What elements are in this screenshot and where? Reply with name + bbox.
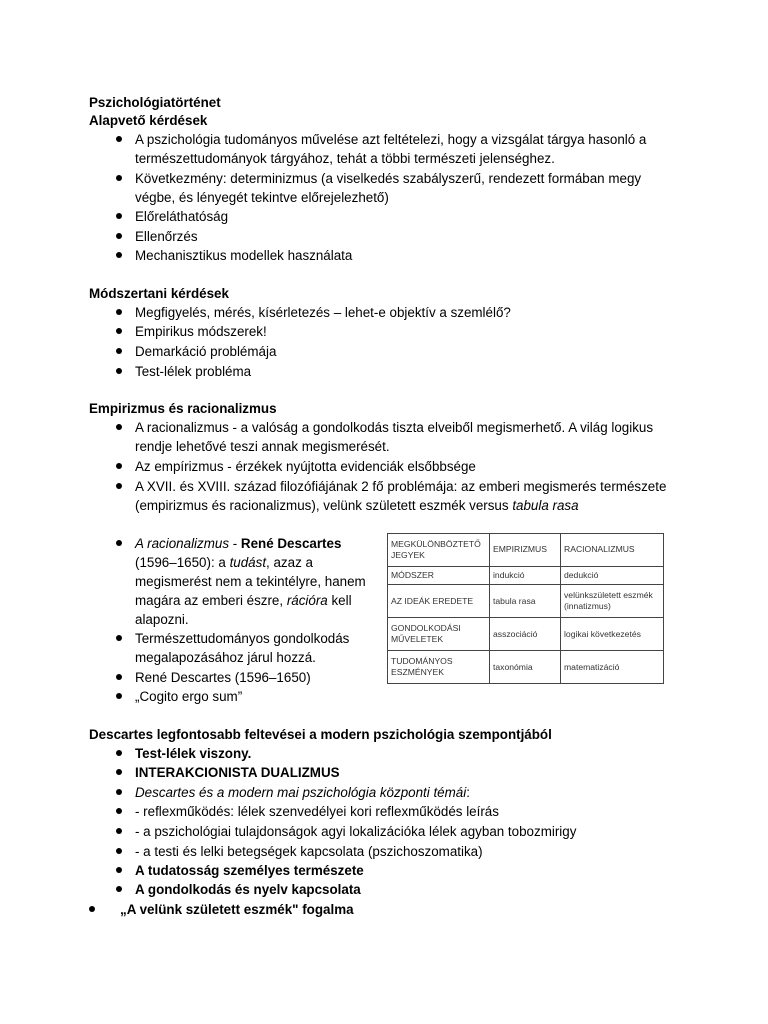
list-item-continuation: végbe, és lényegét tekintve előrejelezhető)	[135, 190, 389, 205]
list-item: A pszichológia tudományos művelése azt feltételezi, hogy a vizsgálat tárgya hasonló a	[135, 132, 647, 147]
table-cell: logikai következetés	[561, 618, 664, 651]
section-heading-descartes-assumptions: Descartes legfontosabb feltevései a modern pszichológia szempontjából	[89, 727, 552, 742]
text-run: :	[466, 785, 470, 800]
table-cell: indukció	[490, 566, 561, 584]
bullet-icon	[116, 828, 122, 834]
list-item: Természettudományos gondolkodás	[135, 631, 350, 646]
bullet-icon	[116, 233, 122, 239]
list-item: Test-lélek viszony.	[135, 746, 252, 761]
bullet-icon	[116, 848, 122, 854]
list-item: Test-lélek probléma	[135, 364, 252, 379]
text-run: magára az emberi észre,	[135, 593, 287, 608]
list-item-continuation: természettudományok tárgyához, tehát a többi természeti jelenséghez.	[135, 151, 555, 166]
bullet-icon	[116, 769, 122, 775]
list-item: René Descartes (1596–1650)	[135, 670, 311, 685]
section-heading-empiricism-rationalism: Empirizmus és racionalizmus	[89, 401, 277, 416]
bullet-icon	[116, 309, 122, 315]
list-item: INTERAKCIONISTA DUALIZMUS	[135, 765, 340, 780]
table-cell: velünkszületett eszmék (innatizmus)	[561, 585, 664, 618]
bullet-icon	[116, 789, 122, 795]
list-item: Ellenőrzés	[135, 229, 198, 244]
table-header-row	[388, 534, 664, 567]
bullet-icon	[89, 906, 95, 912]
table-cell: MÓDSZER	[388, 566, 490, 584]
list-item: Megfigyelés, mérés, kísérletezés – lehet-e objektív a szemlélő?	[135, 305, 511, 320]
bullet-icon	[116, 136, 122, 142]
comparison-table	[387, 533, 664, 684]
bullet-icon	[116, 483, 122, 489]
document-title: Pszichológiatörténet	[89, 95, 221, 110]
table-row	[388, 566, 664, 584]
bullet-icon	[116, 674, 122, 680]
italic-term: A racionalizmus	[135, 536, 230, 551]
table-row	[388, 618, 664, 651]
list-item: Előreláthatóság	[135, 209, 229, 224]
list-item: Mechanisztikus modellek használata	[135, 248, 353, 263]
bullet-icon	[116, 540, 122, 546]
list-item-continuation: alapozni.	[135, 612, 189, 627]
table-cell: dedukció	[561, 566, 664, 584]
list-item: Empirikus módszerek!	[135, 324, 267, 339]
text-run: (1596–1650): a	[135, 555, 230, 570]
table-header-cell: MEGKÜLÖNBÖZTETŐ JEGYEK	[388, 534, 490, 567]
table-header-cell: RACIONALIZMUS	[561, 534, 664, 567]
table-cell: matematizáció	[561, 651, 664, 684]
list-item	[135, 783, 470, 802]
table-row	[388, 585, 664, 618]
bullet-icon	[116, 867, 122, 873]
bullet-icon	[116, 424, 122, 430]
table-cell: asszociáció	[490, 618, 561, 651]
list-item: A racionalizmus - a valóság a gondolkodás tiszta elveiből megismerhető. A világ logikus	[135, 420, 654, 435]
text-run: kell	[327, 593, 352, 608]
text-run: (empirizmus és racionalizmus), velünk született eszmék versus	[135, 498, 509, 513]
bullet-icon	[116, 693, 122, 699]
table-cell: taxonómia	[490, 651, 561, 684]
bullet-icon	[116, 808, 122, 814]
list-item: - a pszichológiai tulajdonságok agyi lokalizációka lélek agyban tobozmirigy	[135, 824, 577, 839]
italic-term: rációra	[286, 593, 328, 608]
bullet-icon	[116, 328, 122, 334]
list-item-continuation	[135, 591, 352, 610]
list-item: „A velünk született eszmék" fogalma	[120, 902, 354, 917]
italic-term: tabula rasa	[512, 498, 579, 513]
bold-term: René Descartes	[240, 536, 342, 551]
italic-term: tudást	[229, 555, 267, 570]
italic-term: Descartes és a modern mai pszichológia központi témái	[135, 785, 467, 800]
table-cell: tabula rasa	[490, 585, 561, 618]
list-item: Demarkáció problémája	[135, 344, 277, 359]
list-item: - reflexműködés: lélek szenvedélyei kori reflexműködés leírás	[135, 804, 499, 819]
section-heading-basic-questions: Alapvető kérdések	[89, 113, 208, 128]
list-item-continuation	[135, 496, 579, 515]
list-item: Az empírizmus - érzékek nyújtotta evidenciák elsőbbsége	[135, 459, 476, 474]
text-run: -	[229, 536, 241, 551]
list-item: Következmény: determinizmus (a viselkedés szabályszerű, rendezett formában megy	[135, 171, 642, 186]
list-item	[135, 534, 341, 553]
list-item-continuation	[135, 553, 313, 572]
section-heading-methodology: Módszertani kérdések	[89, 286, 229, 301]
text-run: , azaz a	[266, 555, 313, 570]
list-item: A gondolkodás és nyelv kapcsolata	[135, 882, 361, 897]
bullet-icon	[116, 886, 122, 892]
bullet-icon	[116, 175, 122, 181]
bullet-icon	[116, 348, 122, 354]
list-item: - a testi és lelki betegségek kapcsolata (pszichoszomatika)	[135, 844, 483, 859]
bullet-icon	[116, 213, 122, 219]
list-item-continuation: rendje lehetővé teszi annak megismerését.	[135, 439, 390, 454]
bullet-icon	[116, 635, 122, 641]
table-row	[388, 651, 664, 684]
table-cell: GONDOLKODÁSI MŰVELETEK	[388, 618, 490, 651]
table-cell: TUDOMÁNYOS ESZMÉNYEK	[388, 651, 490, 684]
table-cell: AZ IDEÁK EREDETE	[388, 585, 490, 618]
bullet-icon	[116, 252, 122, 258]
bullet-icon	[116, 463, 122, 469]
list-item-continuation: megalapozásához járul hozzá.	[135, 650, 316, 665]
list-item: A XVII. és XVIII. század filozófiájának 2 fő problémája: az emberi megismerés természete	[135, 479, 667, 494]
bullet-icon	[116, 368, 122, 374]
table-header-cell: EMPIRIZMUS	[490, 534, 561, 567]
list-item: „Cogito ergo sum”	[135, 689, 243, 704]
list-item: A tudatosság személyes természete	[135, 863, 364, 878]
bullet-icon	[116, 750, 122, 756]
list-item-continuation: megismerést nem a tekintélyre, hanem	[135, 574, 366, 589]
